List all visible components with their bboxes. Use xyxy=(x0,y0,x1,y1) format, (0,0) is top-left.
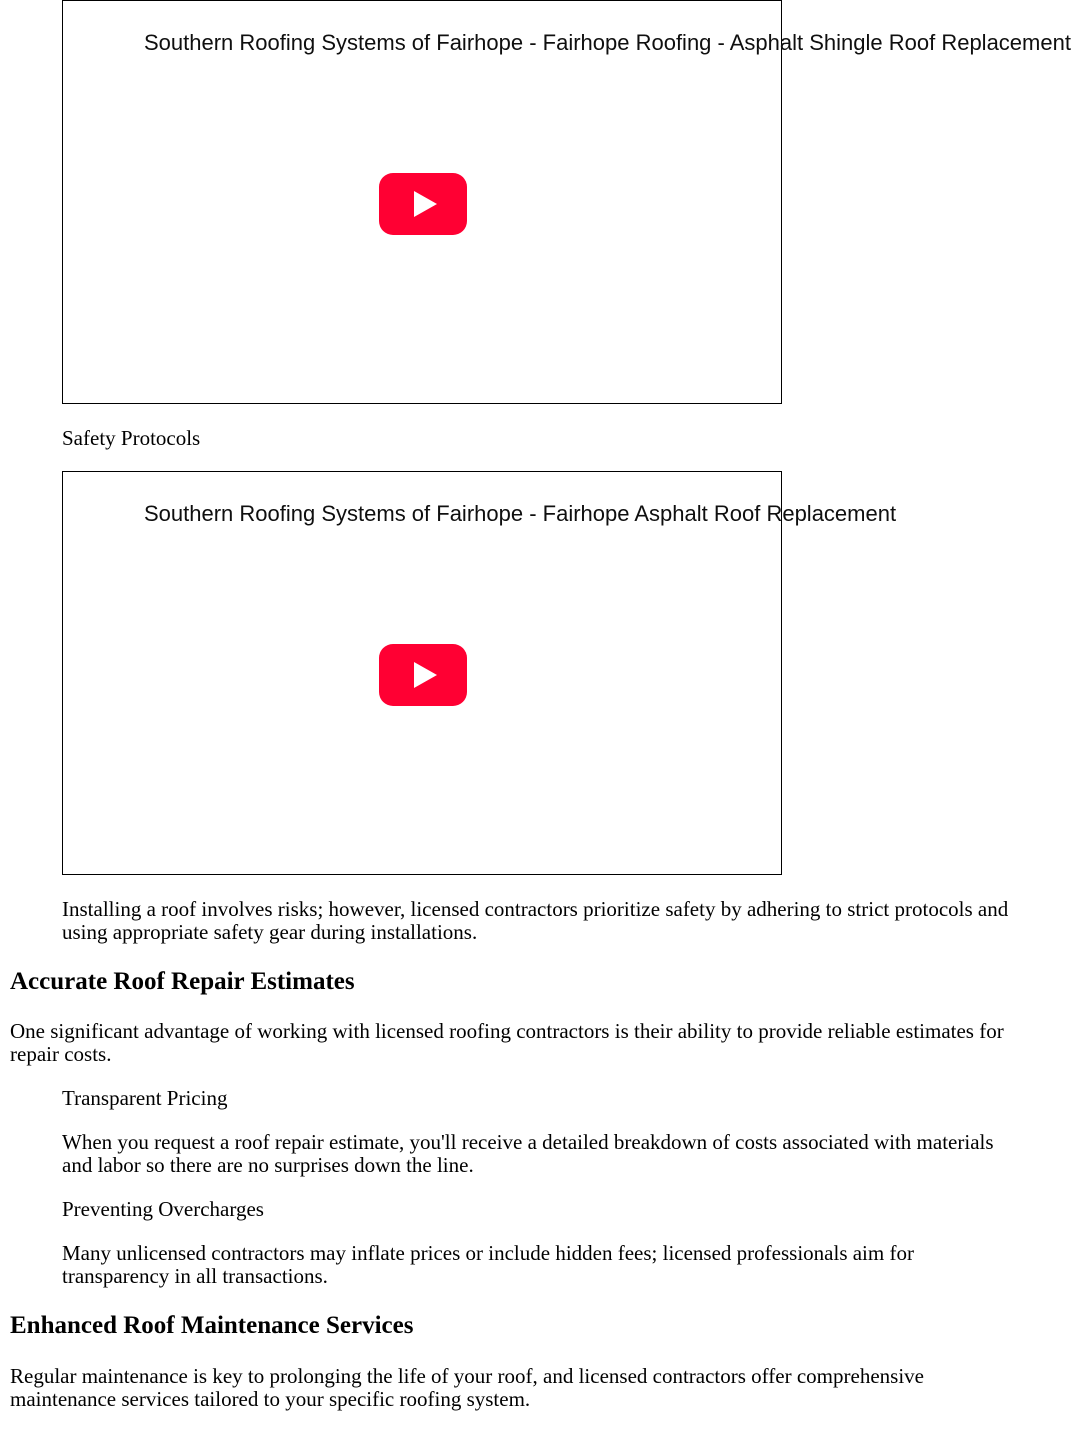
video-embed-2[interactable] xyxy=(62,471,897,875)
maintenance-heading: Enhanced Roof Maintenance Services xyxy=(10,1312,414,1339)
safety-protocols-text: Installing a roof involves risks; however, licensed contractors prioritize safety by adhering to strict protocols and using appropriate safety gear during installations. xyxy=(62,897,1009,944)
overcharges-text: Many unlicensed contractors may inflate prices or include hidden fees; licensed professionals aim for transparency in all transactions. xyxy=(62,1241,914,1288)
video-embed-1[interactable] xyxy=(62,0,1071,404)
youtube-play-icon xyxy=(379,644,467,706)
estimates-heading: Accurate Roof Repair Estimates xyxy=(10,968,355,995)
youtube-play-icon xyxy=(379,173,467,235)
play-button[interactable] xyxy=(379,644,467,706)
video-title[interactable]: Southern Roofing Systems of Fairhope - Fairhope Asphalt Roof Replacement xyxy=(144,501,897,526)
play-button[interactable] xyxy=(379,173,467,235)
transparent-pricing-text: When you request a roof repair estimate, you'll receive a detailed breakdown of costs associated with materials and labor so there are no surprises down the line. xyxy=(62,1130,994,1177)
overcharges-label: Preventing Overcharges xyxy=(62,1197,264,1221)
estimates-intro: One significant advantage of working with licensed roofing contractors is their ability to provide reliable estimates for repair costs. xyxy=(10,1019,1004,1066)
video-title[interactable]: Southern Roofing Systems of Fairhope - Fairhope Roofing - Asphalt Shingle Roof Replacement xyxy=(144,30,1071,55)
maintenance-intro: Regular maintenance is key to prolonging the life of your roof, and licensed contractors offer comprehensive maintenance services tailored to your specific roofing system. xyxy=(10,1364,924,1411)
safety-protocols-label: Safety Protocols xyxy=(62,426,201,450)
transparent-pricing-label: Transparent Pricing xyxy=(62,1086,228,1110)
